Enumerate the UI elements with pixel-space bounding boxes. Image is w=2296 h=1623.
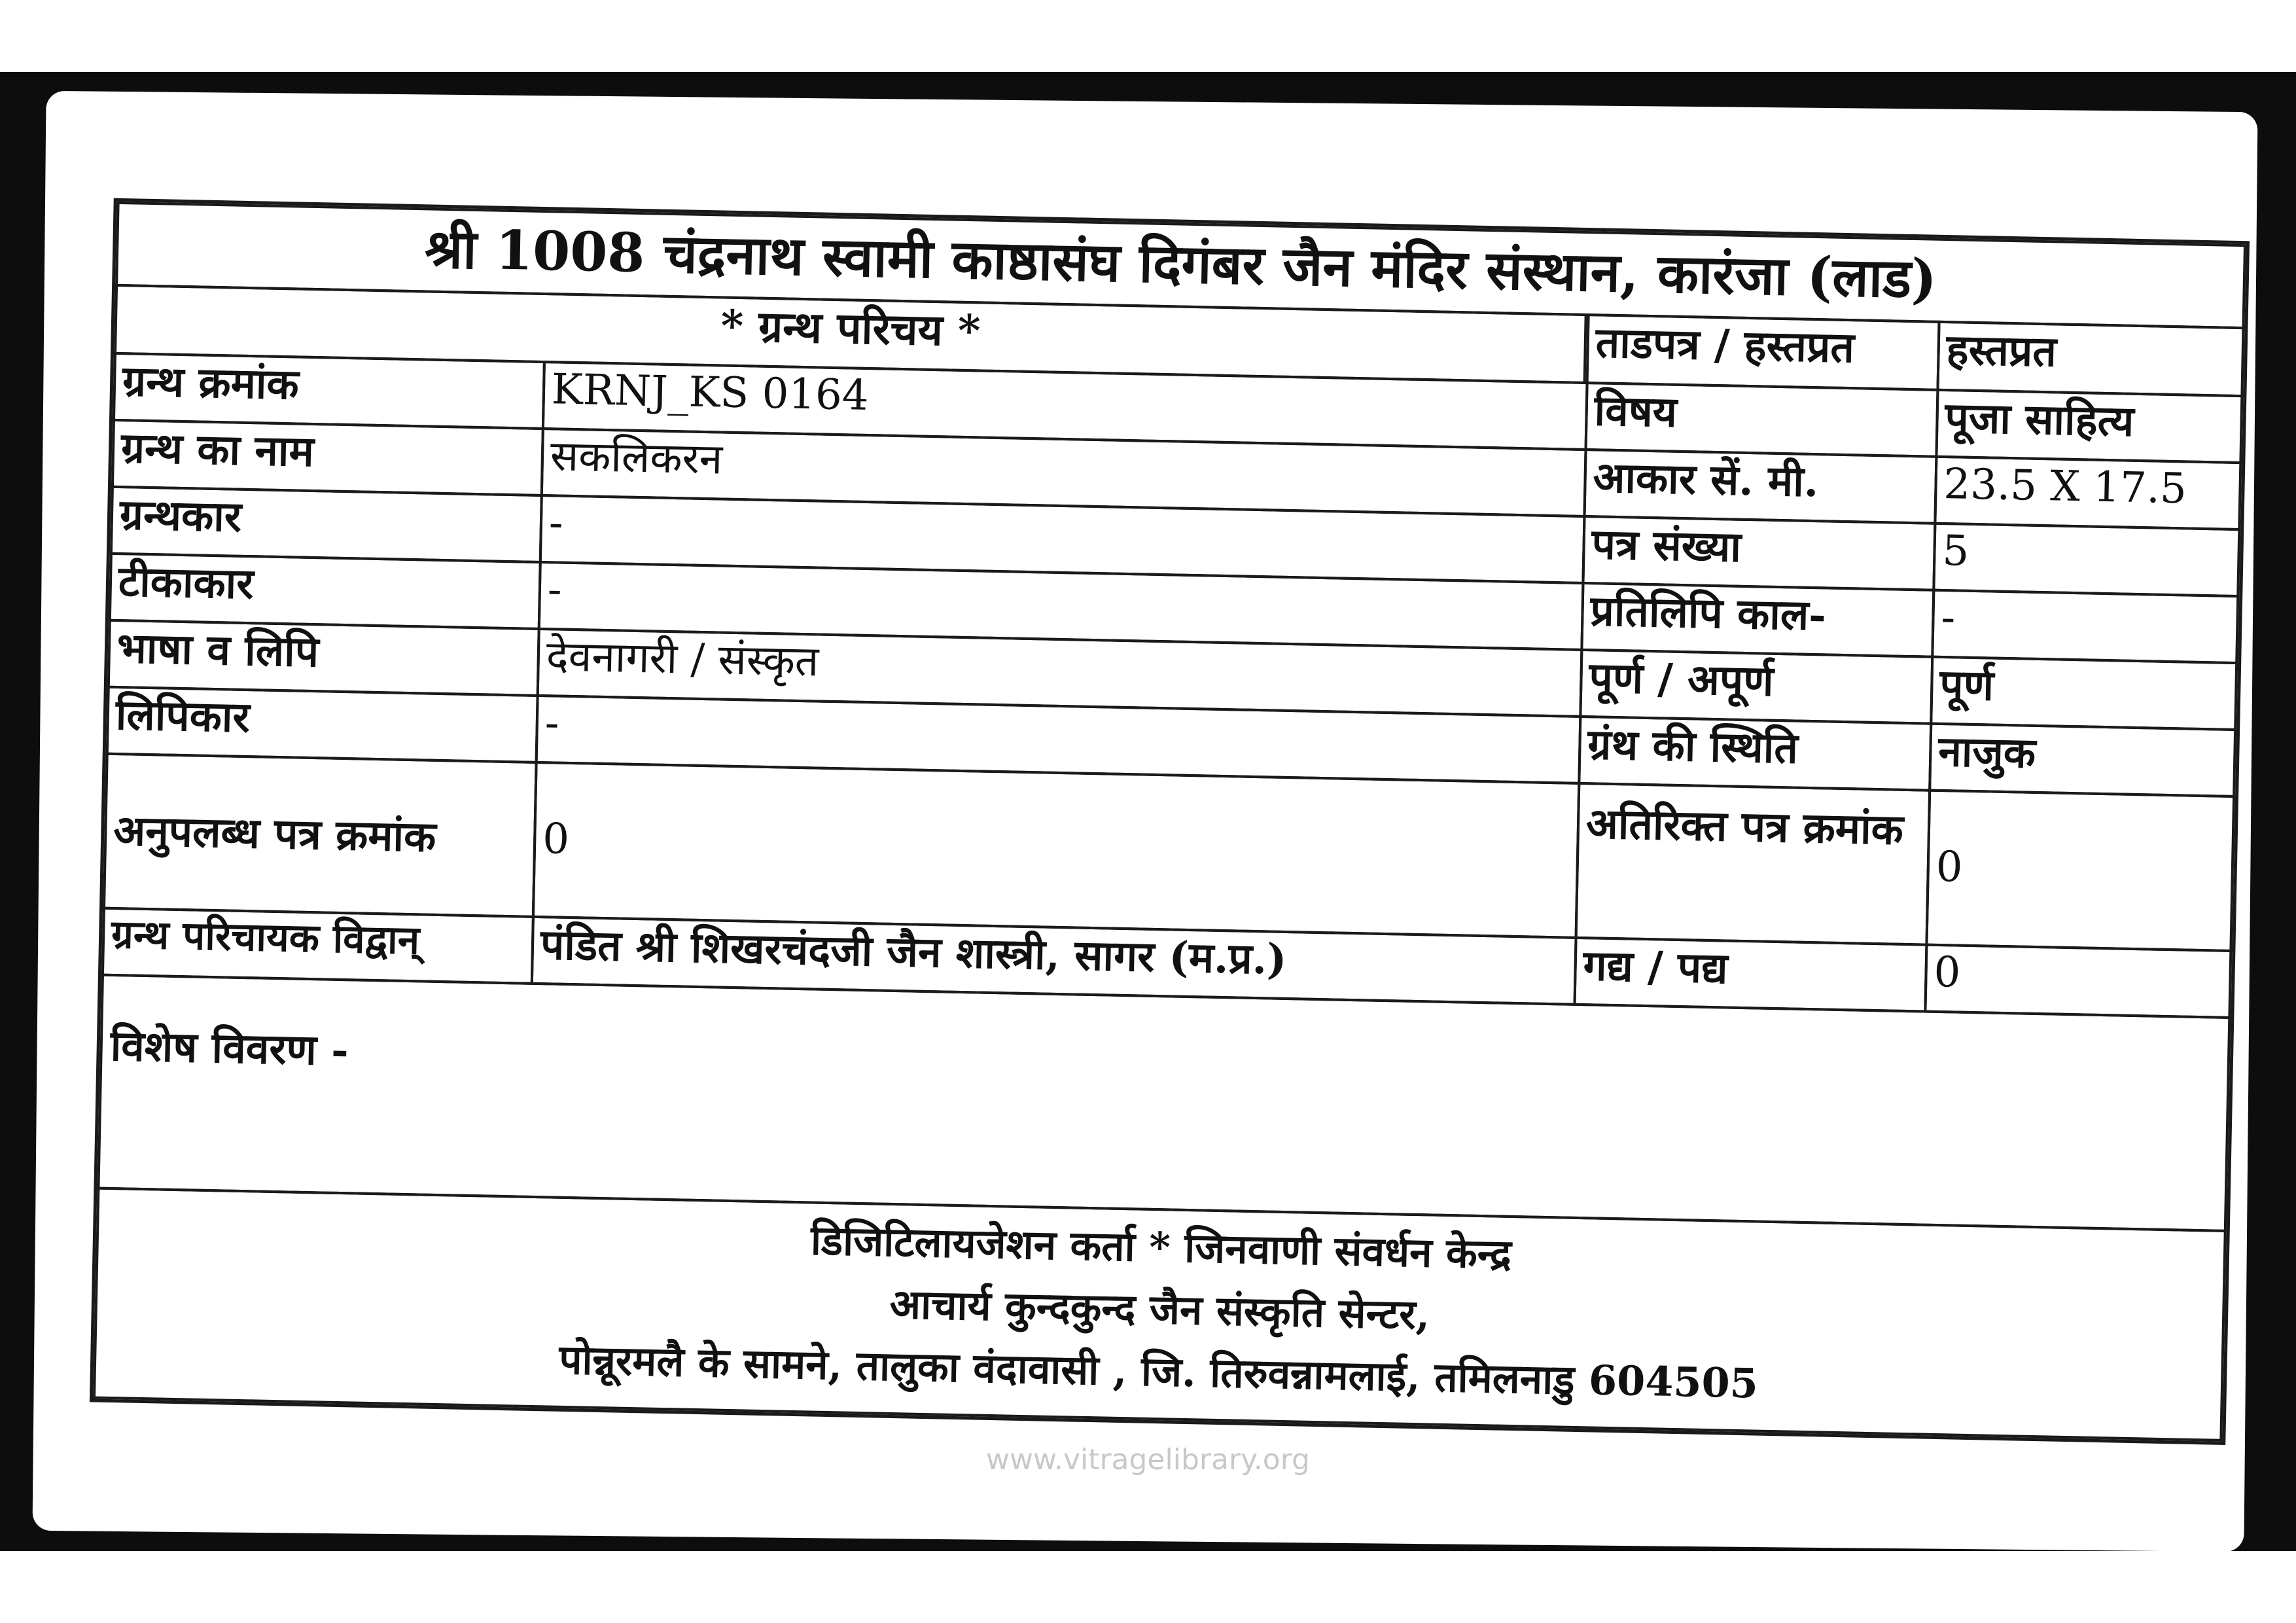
value-lipikar: - [535,694,1582,785]
label-pratilipi-kaal: प्रतिलिपि काल- [1580,582,1935,658]
label-aakar: आकार सें. मी. [1583,448,1937,525]
label-granth-sthiti: ग्रंथ की स्थिति [1578,715,1932,792]
label-bhasha-lipi: भाषा व लिपि [107,619,540,697]
value-teekakar: - [538,561,1585,651]
footer-address: पोन्नूरमलै के सामने, तालुका वंदावासी , जि. तिरुवन्नामलाई, तमिलनाडु 604505 [558,1335,1759,1408]
value-granth-kramank: KRNJ_KS 0164 [542,361,1589,451]
scan-background [0,72,2296,1551]
label-granth-kramank: ग्रन्थ क्रमांक [113,352,546,430]
remarks-label: विशेष विवरण - [97,974,2231,1232]
value-granth-naam: सकलिकरन [540,427,1587,518]
label-patra-sankhya: पत्र संख्या [1581,515,1936,592]
label-vishay: विषय [1584,382,1939,458]
value-parichayak-vidwan: पंडित श्री शिखरचंदजी जैन शास्त्री, सागर (म.प्र.) [531,916,1578,1006]
value-granth-sthiti: नाजुक [1928,722,2236,798]
value-bhasha-lipi: देवनागरी / संस्कृत [537,628,1583,718]
value-purna-apurna: पूर्ण [1930,656,2238,731]
value-granthkar: - [539,494,1586,584]
label-teekakar: टीकाकार [109,552,542,630]
label-granthkar: ग्रन्थकार [110,486,543,563]
footer-digitization: डिजिटिलायजेशन कर्ता * जिनवाणी संवर्धन केन्द्र [810,1216,1512,1278]
watermark: www.vitragelibrary.org [986,1443,1310,1476]
label-purna-apurna: पूर्ण / अपूर्ण [1579,649,1934,725]
value-pratilipi-kaal: - [1931,589,2239,664]
value-tadpatra: हस्तप्रत [1936,321,2244,397]
label-anuplabdh-patra: अनुपलब्ध पत्र क्रमांक [103,753,538,918]
value-anuplabdh-patra: 0 [532,761,1580,939]
section-heading: * ग्रन्थ परिचय * [114,284,1587,384]
catalog-card [33,91,2258,1552]
label-atirikt-patra: अतिरिक्त पत्र क्रमांक [1575,782,1932,946]
label-gadya-padya: गद्य / पद्य [1573,936,1928,1013]
value-vishay: पूजा साहित्य [1935,389,2243,464]
label-parichayak-vidwan: ग्रन्थ परिचायक विद्वान् [101,907,535,985]
value-atirikt-patra: 0 [1925,789,2235,952]
label-tadpatra: ताडपत्र / हस्तप्रत [1586,313,1941,391]
value-patra-sankhya: 5 [1932,522,2240,597]
value-gadya-padya: 0 [1924,944,2232,1019]
footer-center: आचार्य कुन्दकुन्द जैन संस्कृति सेन्टर, [889,1279,1430,1339]
footer-box [93,1187,2227,1442]
catalog-sheet [90,198,2250,1445]
institution-title: श्री 1008 चंद्रनाथ स्वामी काष्ठासंघ दिगंबर जैन मंदिर संस्थान, कारंजा (लाड) [115,202,2246,329]
value-aakar: 23.5 X 17.5 [1934,455,2242,531]
label-granth-naam: ग्रन्थ का नाम [111,419,544,497]
label-lipikar: लिपिकार [106,686,539,764]
